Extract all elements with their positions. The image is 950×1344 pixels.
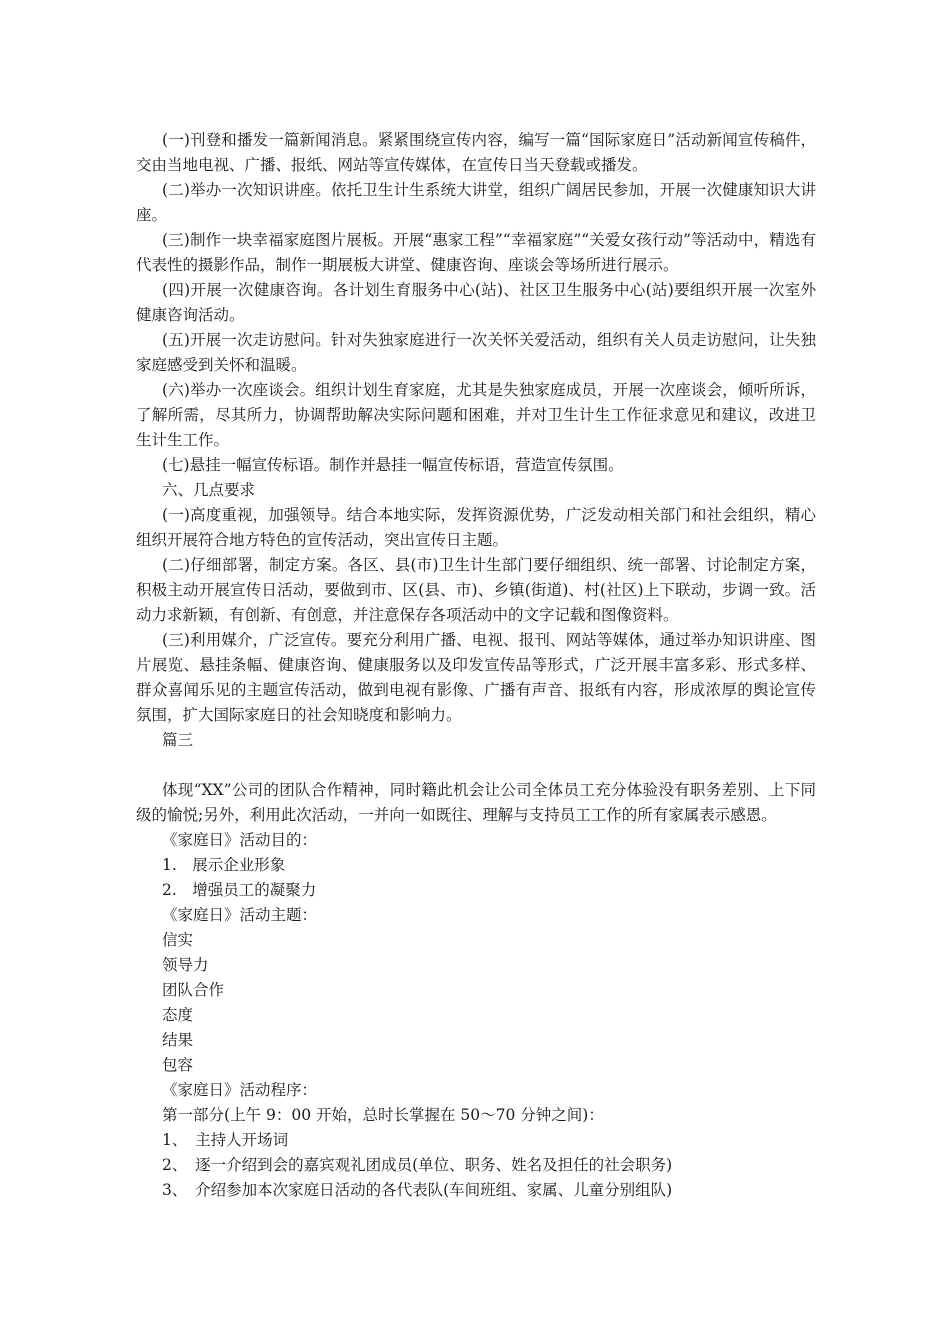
paragraph: (二)举办一次知识讲座。依托卫生计生系统大讲堂，组织广阔居民参加，开展一次健康知识大讲座。	[136, 181, 816, 224]
intro-paragraph: 体现“XX”公司的团队合作精神，同时籍此机会让公司全体员工充分体验没有职务差别、上下同级的愉悦;另外，利用此次活动，一并向一如既往、理解与支持员工工作的所有家属表示感恩。	[136, 781, 816, 824]
list-item: 领导力	[162, 956, 209, 974]
list-item: 《家庭日》活动目的：	[162, 831, 318, 849]
section-heading: 篇三	[162, 731, 194, 749]
list-item: 结果	[162, 1031, 194, 1049]
list-item: 《家庭日》活动主题：	[162, 906, 318, 924]
paragraph: (一)刊登和播发一篇新闻消息。紧紧围绕宣传内容，编写一篇“国际家庭日”活动新闻宣传稿件，交由当地电视、广播、报纸、网站等宣传媒体，在宣传日当天登载或播发。	[136, 131, 816, 174]
list-item: 包容	[162, 1056, 194, 1074]
document-page	[136, 128, 816, 1203]
paragraph: (一)高度重视，加强领导。结合本地实际，发挥资源优势，广泛发动相关部门和社会组织，精心组织开展符合地方特色的宣传活动，突出宣传日主题。	[136, 506, 816, 549]
paragraph: (六)举办一次座谈会。组织计划生育家庭，尤其是失独家庭成员，开展一次座谈会，倾听所诉，了解所需，尽其所力，协调帮助解决实际问题和困难，并对卫生计生工作征求意见和建议，改进卫生计生工作。	[136, 381, 816, 449]
list-item: 《家庭日》活动程序：	[162, 1081, 318, 1099]
list-item: 信实	[162, 931, 194, 949]
section-heading: 六、几点要求	[162, 481, 256, 499]
list-item: 第一部分(上午 9：00 开始，总时长掌握在 50～70 分钟之间)：	[162, 1106, 604, 1124]
list-item: 1、 主持人开场词	[162, 1131, 289, 1149]
list-item: 态度	[162, 1006, 194, 1024]
list-item: 2、 逐一介绍到会的嘉宾观礼团成员(单位、职务、姓名及担任的社会职务)	[162, 1156, 673, 1174]
paragraph: (二)仔细部署，制定方案。各区、县(市)卫生计生部门要仔细组织、统一部署、讨论制定方案，积极主动开展宣传日活动，要做到市、区(县、市)、乡镇(街道)、村(社区)上下联动，步调一致。活动力求新颖，有创新、有创意，并注意保存各项活动中的文字记载和图像资料。	[136, 556, 816, 624]
list-item: 2. 增强员工的凝聚力	[162, 881, 317, 899]
paragraph: (五)开展一次走访慰问。针对失独家庭进行一次关怀关爱活动，组织有关人员走访慰问，让失独家庭感受到关怀和温暖。	[136, 331, 816, 374]
blank-line	[136, 753, 816, 778]
list-item: 3、 介绍参加本次家庭日活动的各代表队(车间班组、家属、儿童分别组队)	[162, 1181, 673, 1199]
paragraph: (三)制作一块幸福家庭图片展板。开展“惠家工程”“幸福家庭”“关爱女孩行动”等活动中，精选有代表性的摄影作品，制作一期展板大讲堂、健康咨询、座谈会等场所进行展示。	[136, 231, 816, 274]
paragraph: (三)利用媒介，广泛宣传。要充分利用广播、电视、报刊、网站等媒体，通过举办知识讲座、图片展览、悬挂条幅、健康咨询、健康服务以及印发宣传品等形式，广泛开展丰富多彩、形式多样、群众喜闻乐见的主题宣传活动，做到电视有影像、广播有声音、报纸有内容，形成浓厚的舆论宣传氛围，扩大国际家庭日的社会知晓度和影响力。	[136, 631, 816, 724]
list-item: 1. 展示企业形象	[162, 856, 286, 874]
paragraph: (四)开展一次健康咨询。各计划生育服务中心(站)、社区卫生服务中心(站)要组织开展一次室外健康咨询活动。	[136, 281, 816, 324]
list-item: 团队合作	[162, 981, 225, 999]
paragraph: (七)悬挂一幅宣传标语。制作并悬挂一幅宣传标语，营造宣传氛围。	[162, 456, 624, 474]
